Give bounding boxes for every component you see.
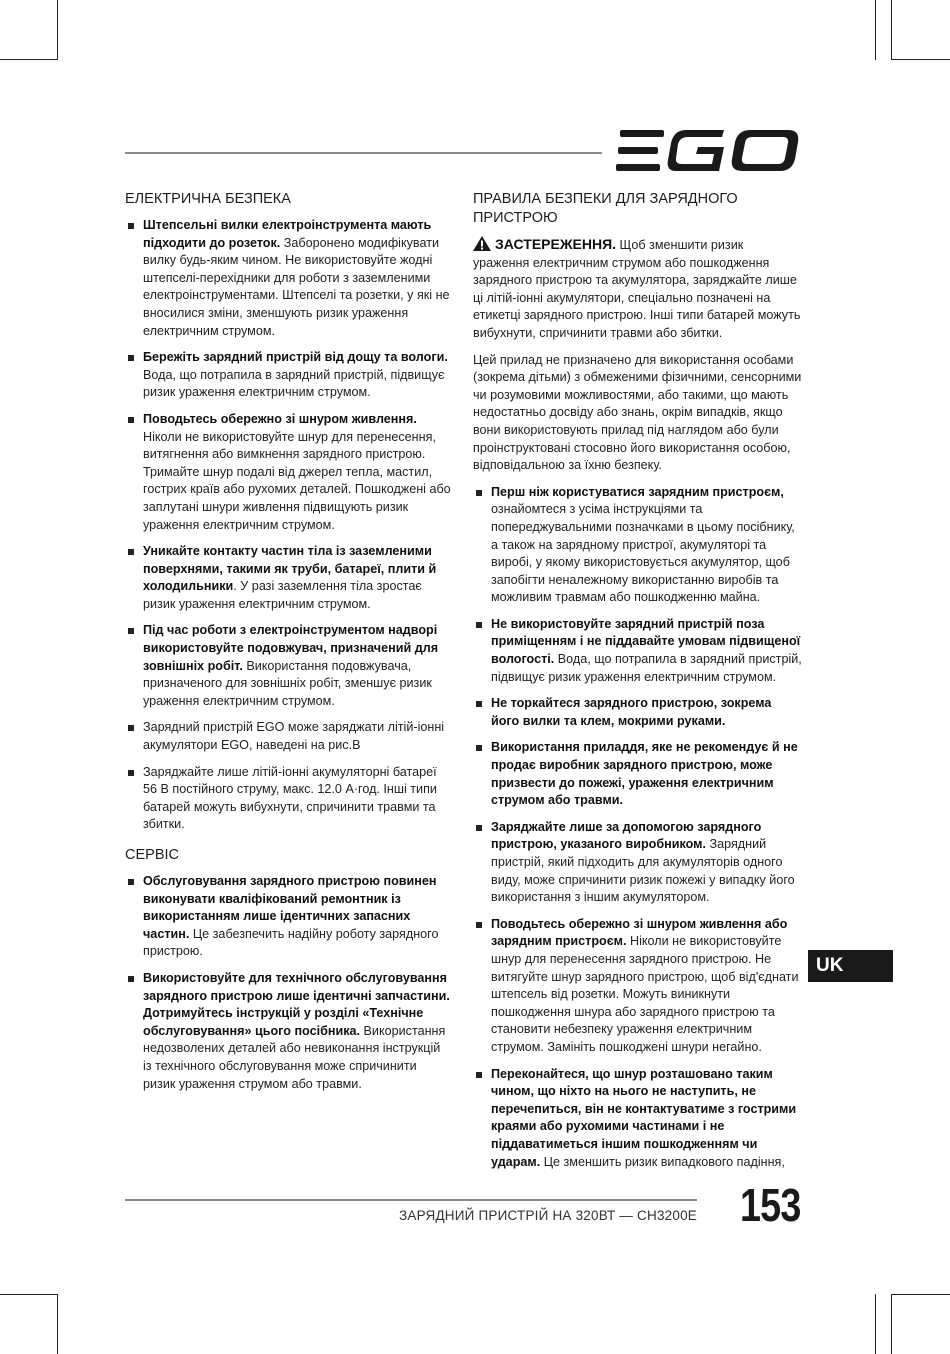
list-item bbox=[125, 411, 452, 534]
item-bold-text: Використання приладдя, яке не рекомендує й не продає виробник зарядного пристрою, може призвести до пожежі, ураження електричним струмом або травми. bbox=[491, 740, 798, 808]
warning-icon bbox=[473, 236, 491, 251]
bullet-icon bbox=[476, 745, 482, 751]
footer-title: ЗАРЯДНИЙ ПРИСТРІЙ НА 320ВТ — CH3200E bbox=[399, 1208, 697, 1223]
list-item bbox=[473, 1066, 803, 1172]
item-text: Заборонено модифікувати вилку будь-яким чином. Не використовуйте жодні штепселі-перехідники для роботи з заземленими електроінструментами. Штепселі та розетки, у які не вносилися зміни, зменшують ризик ураження електричним струмом. bbox=[143, 235, 450, 338]
section-title-charger-safety: ПРАВИЛА БЕЗПЕКИ ДЛЯ ЗАРЯДНОГО ПРИСТРОЮ bbox=[473, 191, 738, 226]
crop-mark bbox=[891, 1294, 892, 1354]
item-bold-text: Обслуговування зарядного пристрою повинен виконувати кваліфікований ремонтник із використанням лише ідентичних запасних частин. bbox=[143, 874, 437, 941]
crop-mark bbox=[891, 0, 892, 60]
crop-mark bbox=[0, 59, 58, 60]
footer-rule bbox=[125, 1199, 697, 1201]
item-bold-text: Під час роботи з електроінструментом надворі використовуйте подовжувач, призначений для зовнішніх робіт. bbox=[143, 623, 439, 673]
list-item bbox=[473, 484, 803, 607]
right-column bbox=[473, 190, 803, 1183]
item-text: Зарядний пристрій, який підходить для акумуляторів одного виду, може спричинити ризик пожежі у випадку його використання з іншим акумулятором. bbox=[491, 837, 795, 905]
bullet-icon bbox=[476, 490, 482, 496]
item-bold-text: Використовуйте для технічного обслуговування зарядного пристрою лише ідентичні запчастини. Дотримуйтесь інструкцій у розділі «Технічне обслуговування» цього посібника. bbox=[143, 970, 450, 1038]
item-bold-text: Уникайте контакту частин тіла із заземленими поверхнями, такими як труби, батареї, плити й холодильники bbox=[143, 544, 437, 594]
item-bold-text: Переконайтеся, що шнур розташовано таким чином, що ніхто на нього не наступить, не перечепиться, він не контактуватиме з гострими краями або рухомими частинами і не піддаватиметься іншим пошкодженням чи ударам. bbox=[491, 1066, 797, 1169]
bullet-icon bbox=[128, 355, 134, 361]
crop-mark bbox=[891, 1294, 950, 1295]
crop-mark bbox=[891, 59, 950, 60]
item-text: Ніколи не використовуйте шнур для перенесення зарядного пристрою. Не витягуйте шнур зарядного пристрою, щоб від'єднати штепсель від розетки. Можуть виникнути пошкодження шнура або зарядного пристрою та становити небезпеку ураження електричним струмом. Замініть пошкоджені шнури негайно. bbox=[491, 934, 799, 1054]
list-item bbox=[473, 695, 803, 730]
left-column bbox=[125, 190, 452, 1105]
warning-block bbox=[473, 236, 803, 343]
item-bold-text: Перш ніж користуватися зарядним пристроєм, bbox=[491, 484, 784, 499]
section-title-electrical-safety: ЕЛЕКТРИЧНА БЕЗПЕКА bbox=[125, 191, 291, 207]
item-bold-text: Не торкайтеся зарядного пристрою, зокрема його вилки та клем, мокрими руками. bbox=[491, 696, 772, 728]
item-bold-text: Поводьтесь обережно зі шнуром живлення. bbox=[143, 411, 417, 426]
crop-mark bbox=[57, 0, 58, 60]
crop-mark bbox=[0, 1294, 58, 1295]
section-title-service: СЕРВІС bbox=[125, 847, 179, 863]
item-bold-text: Не використовуйте зарядний пристрій поза приміщенням і не піддавайте умовам підвищеної вологості. bbox=[491, 616, 801, 667]
language-tab: UK bbox=[808, 950, 893, 982]
bullet-icon bbox=[128, 417, 134, 423]
list-item bbox=[473, 819, 803, 907]
item-text: Заряджайте лише літій-іонні акумуляторні батареї 56 В постійного струму, макс. 12.0 А·год. Інші типи батарей можуть вибухнути, спричинити травми та збитки. bbox=[143, 764, 437, 832]
bullet-icon bbox=[476, 701, 482, 707]
page-number: 153 bbox=[740, 1179, 801, 1231]
crop-mark bbox=[57, 1294, 58, 1354]
list-item bbox=[125, 970, 452, 1093]
list-item bbox=[125, 543, 452, 613]
list-item bbox=[125, 719, 452, 754]
list-item bbox=[125, 764, 452, 834]
crop-mark bbox=[875, 1294, 876, 1354]
bullet-icon bbox=[128, 770, 134, 776]
list-item bbox=[473, 739, 803, 809]
item-text: Це зменшить ризик випадкового падіння, bbox=[540, 1154, 785, 1169]
item-text: Це забезпечить надійну роботу зарядного пристрою. bbox=[143, 926, 439, 959]
item-bold-text: Бережіть зарядний пристрій від дощу та вологи. bbox=[143, 350, 448, 365]
header-rule bbox=[125, 152, 602, 154]
item-text: Вода, що потрапила в зарядний пристрій, підвищує ризик ураження електричним струмом. bbox=[143, 367, 445, 400]
crop-mark bbox=[875, 0, 876, 60]
item-bold-text: Штепсельні вилки електроінструмента мають підходити до розеток. bbox=[143, 218, 432, 250]
bullet-icon bbox=[476, 1072, 482, 1078]
bullet-icon bbox=[128, 223, 134, 229]
body-paragraph: Цей прилад не призначено для використання особами (зокрема дітьми) з обмеженими фізичними, сенсорними чи розумовими можливостями, або такими, що мають недостатньо досвіду або знань, окрім випадків, якщо вони використовують прилад під наглядом або були проінструктовані стосовно його використання особою, відповідальною за їхню безпеку. bbox=[473, 352, 802, 473]
electrical-safety-list bbox=[125, 217, 452, 834]
list-item bbox=[125, 217, 452, 340]
bullet-icon bbox=[128, 549, 134, 555]
bullet-icon bbox=[476, 825, 482, 831]
list-item bbox=[125, 349, 452, 402]
list-item bbox=[473, 916, 803, 1057]
warning-text: Щоб зменшити ризик ураження електричним струмом або пошкодження зарядного пристрою та акумулятора, заряджайте лише ці літій-іонні акумулятори, спеціально позначені на етикетці зарядного пристрою. Інші типи батарей можуть вибухнути, спричинити травми або збитки. bbox=[473, 238, 801, 340]
item-text: Використання подовжувача, призначеного для зовнішніх робіт, зменшує ризик ураження електричним струмом. bbox=[143, 658, 432, 708]
bullet-icon bbox=[128, 976, 134, 982]
item-text: Ніколи не використовуйте шнур для перенесення, витягнення або вимкнення зарядного пристрою. Тримайте шнур подалі від джерел тепла, мастил, гострих країв або рухомих деталей. Пошкоджені або заплутані шнури живлення підвищують ризик ураження електричним струмом. bbox=[143, 429, 451, 532]
ego-logo bbox=[616, 130, 800, 172]
bullet-icon bbox=[476, 622, 482, 628]
item-text: Використання недозволених деталей або невиконання інструкцій із технічного обслуговування може спричинити ризик ураження струмом або травми. bbox=[143, 1023, 446, 1091]
item-text: ознайомтеся з усіма інструкціями та попереджувальними позначками в цьому посібнику, а також на зарядному пристрої, акумуляторі та виробі, у якому використовується акумулятор, щоб запобігти неналежному використанню виробів та можливим травмам або пошкодженню майна. bbox=[491, 502, 795, 605]
bullet-icon bbox=[128, 879, 134, 885]
bullet-icon bbox=[128, 628, 134, 634]
charger-safety-list bbox=[473, 484, 803, 1171]
service-list bbox=[125, 873, 452, 1093]
list-item bbox=[473, 616, 803, 686]
warning-title: ЗАСТЕРЕЖЕННЯ. bbox=[495, 236, 617, 252]
bullet-icon bbox=[476, 922, 482, 928]
item-bold-text: Заряджайте лише за допомогою зарядного пристрою, указаного виробником. bbox=[491, 819, 762, 852]
item-text: . У разі заземлення тіла зростає ризик ураження електричним струмом. bbox=[143, 579, 422, 611]
bullet-icon bbox=[128, 725, 134, 731]
item-text: Вода, що потрапила в зарядний пристрій, підвищує ризик ураження електричним струмом. bbox=[491, 652, 802, 684]
item-text: Зарядний пристрій EGO може заряджати літій-іонні акумулятори EGO, наведені на рис.B bbox=[143, 720, 445, 753]
list-item bbox=[125, 622, 452, 710]
item-bold-text: Поводьтесь обережно зі шнуром живлення або зарядним пристроєм. bbox=[491, 916, 788, 949]
list-item bbox=[125, 873, 452, 961]
